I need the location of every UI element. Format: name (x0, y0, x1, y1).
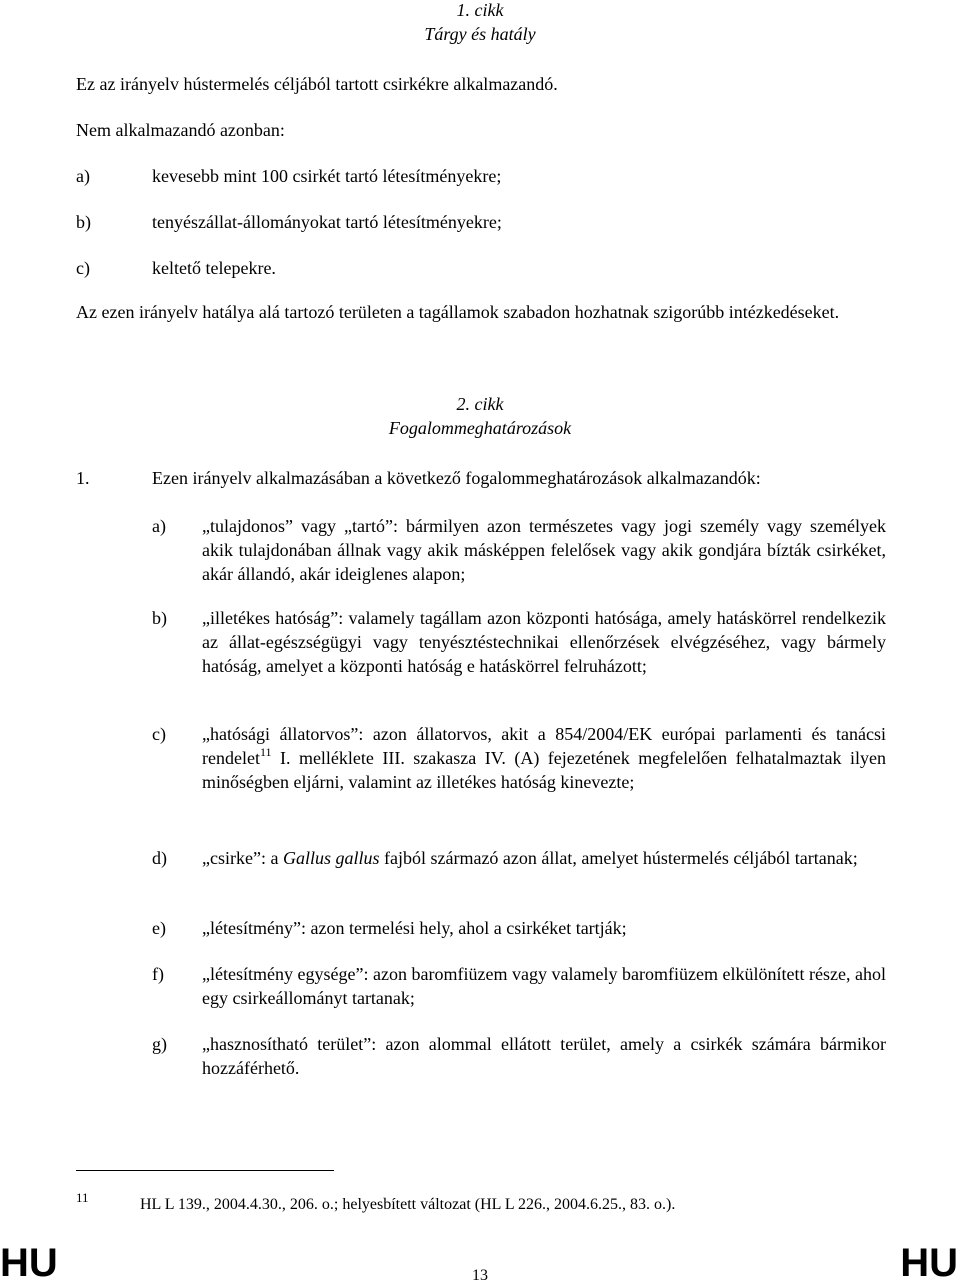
list-item-label: b) (76, 212, 91, 232)
definition-term: „hatósági állatorvos” (202, 724, 359, 744)
list-item: tenyészállat-állományokat tartó létesítményekre; (152, 212, 502, 232)
definition-label: e) (152, 918, 166, 938)
definition-term: „létesítmény” (202, 918, 301, 938)
footnote-reference[interactable]: 11 (259, 745, 272, 759)
definition-item (202, 962, 886, 1010)
list-item-label: a) (76, 166, 90, 186)
footnote-text: HL L 139., 2004.4.30., 206. o.; helyesbített változat (HL L 226., 2004.6.25., 83. o.). (140, 1196, 676, 1213)
paragraph: Ezen irányelv alkalmazásában a következő fogalommeghatározások alkalmazandók: (152, 468, 761, 488)
definition-item (202, 1032, 886, 1080)
definition-term: „hasznosítható terület” (202, 1034, 372, 1054)
definition-item (202, 916, 886, 940)
paragraph-number: 1. (76, 468, 90, 488)
definition-label: f) (152, 964, 164, 984)
definition-label: g) (152, 1034, 167, 1054)
paragraph: Az ezen irányelv hatálya alá tartozó területen a tagállamok szabadon hozhatnak szigorúbb intézkedéseket. (76, 302, 840, 322)
definition-label: c) (152, 724, 166, 744)
language-code-left: HU (0, 1241, 58, 1285)
definition-text: : a (260, 848, 283, 868)
list-item: kevesebb mint 100 csirkét tartó létesítményekre; (152, 166, 502, 186)
paragraph: Nem alkalmazandó azonban: (76, 120, 285, 140)
definition-text: : valamely tagállam azon központi hatósága, amely hatáskörrel rendelkezik az állat-egészségügyi vagy tenyésztéstechnikai ellenőrzések elvégzéséhez, vagy bármely hatóság, amelyet a központi hatóság e hatáskörrel felruházott; (202, 608, 886, 676)
definition-item (202, 846, 886, 870)
article-2-subheading: Fogalommeghatározások (388, 418, 572, 438)
definition-term: „létesítmény egysége” (202, 964, 364, 984)
definition-text: : bármilyen azon természetes vagy jogi személy vagy személyek akik tulajdonában állnak vagy akik másképpen felelősek vagy akik gondjára bízták csirkéket, akár állandó, akár ideiglenes alapon; (202, 516, 886, 584)
definition-item (202, 606, 886, 678)
definition-item (202, 514, 886, 586)
paragraph: Ez az irányelv hústermelés céljából tartott csirkékre alkalmazandó. (76, 74, 558, 94)
definition-term: „tulajdonos” vagy „tartó” (202, 516, 393, 536)
definition-text: : azon állatorvos, akit a 854/2004/EK európai parlamenti és tanácsi rendelet (202, 724, 886, 768)
list-item-label: c) (76, 258, 90, 278)
definition-term: „csirke” (202, 848, 261, 868)
definition-text: : azon baromfiüzem vagy valamely baromfiüzem elkülönített része, ahol egy csirkeállományt tartanak; (202, 964, 886, 1008)
definition-term: „illetékes hatóság” (202, 608, 339, 628)
species-name: Gallus gallus (282, 848, 380, 868)
article-1-subheading: Tárgy és hatály (424, 24, 536, 44)
definition-label: b) (152, 608, 167, 628)
footnote-separator (76, 1170, 334, 1171)
definition-text: I. melléklete III. szakasza IV. (A) fejezetének megfelelően felhatalmaztak ilyen minőségben eljárni, valamint az illetékes hatóság kinevezte; (202, 748, 886, 792)
definition-text: : azon alommal ellátott terület, amely a csirkék számára bármikor hozzáférhető. (202, 1034, 886, 1078)
definition-label: d) (152, 848, 167, 868)
article-2-heading: 2. cikk (456, 394, 504, 414)
list-item: keltető telepekre. (152, 258, 276, 278)
definition-label: a) (152, 516, 166, 536)
definition-text: : azon termelési hely, ahol a csirkéket tartják; (300, 918, 627, 938)
language-code-right: HU (900, 1241, 958, 1285)
footnote-number: 11 (76, 1190, 89, 1205)
page-number: 13 (472, 1267, 488, 1284)
definition-text: fajból származó azon állat, amelyet hústermelés céljából tartanak; (379, 848, 858, 868)
definition-item (202, 722, 886, 794)
article-1-heading: 1. cikk (456, 0, 504, 20)
